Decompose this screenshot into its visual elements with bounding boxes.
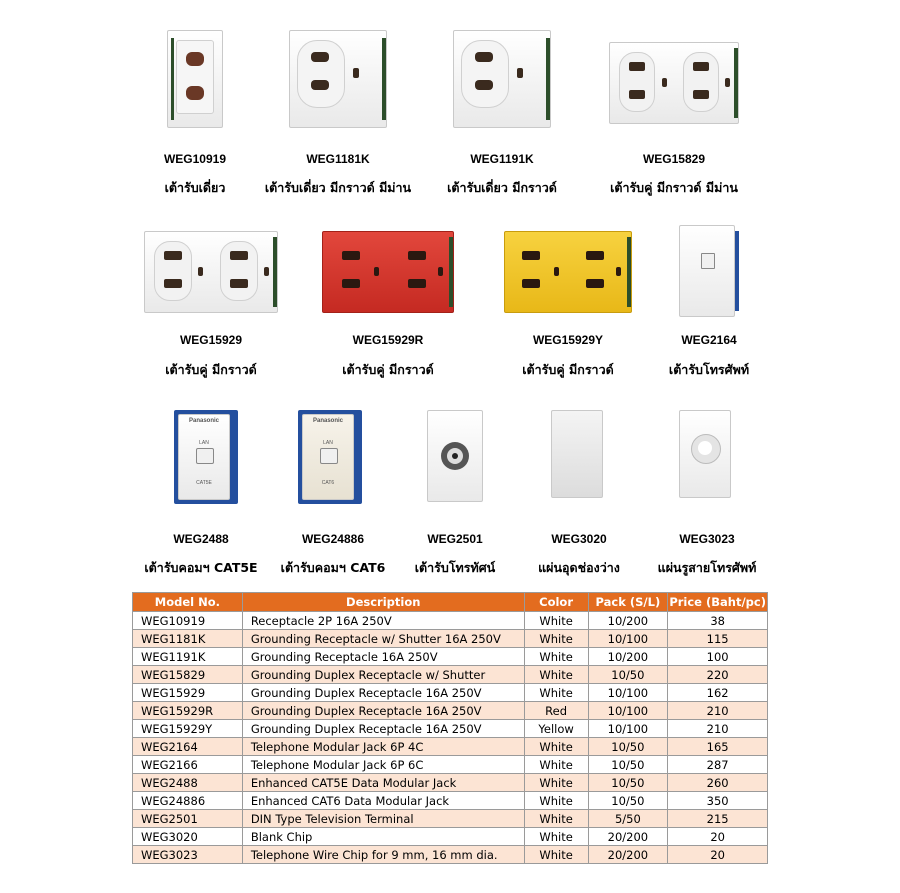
table-row (133, 648, 768, 666)
cell-price: 210 (668, 720, 768, 738)
grounding-receptacle-image (453, 30, 551, 128)
cell-pack: 20/200 (588, 828, 668, 846)
product-code: WEG2164 (681, 333, 737, 347)
table-row (133, 756, 768, 774)
table-row (133, 738, 768, 756)
product-code: WEG15929 (179, 333, 243, 347)
cell-description: Grounding Receptacle 16A 250V (242, 648, 524, 666)
category-label: CAT5E (196, 480, 212, 486)
table-row (133, 828, 768, 846)
cell-description: DIN Type Television Terminal (242, 810, 524, 828)
cell-color: White (524, 648, 588, 666)
product-weg2488 (146, 410, 256, 580)
telephone-jack-image (679, 225, 739, 317)
table-row (133, 720, 768, 738)
cell-description: Grounding Duplex Receptacle 16A 250V (242, 684, 524, 702)
cell-pack: 10/100 (588, 702, 668, 720)
product-weg1191k (432, 30, 572, 200)
cell-pack: 10/50 (588, 666, 668, 684)
product-desc: แผ่นอุดช่องว่าง (538, 560, 620, 575)
cell-pack: 10/100 (588, 630, 668, 648)
product-desc: เต้ารับคู่ มีกราวด์ (165, 362, 257, 377)
cell-model: WEG15829 (133, 666, 243, 684)
product-code: WEG1191K (470, 152, 534, 166)
blank-chip-image (551, 410, 607, 502)
product-code: WEG10919 (163, 152, 227, 166)
cell-color: White (524, 684, 588, 702)
tv-terminal-image (427, 410, 483, 502)
cell-color: White (524, 630, 588, 648)
product-desc: เต้ารับเดี่ยว (164, 180, 226, 195)
cell-pack: 5/50 (588, 810, 668, 828)
duplex-receptacle-yellow-image (504, 231, 632, 313)
product-weg24886 (278, 410, 388, 580)
product-code: WEG3023 (679, 532, 735, 546)
product-desc: เต้ารับเดี่ยว มีกราวด์ (447, 180, 557, 195)
product-desc: เต้ารับคอมฯ CAT5E (144, 560, 258, 575)
cell-model: WEG2164 (133, 738, 243, 756)
product-code: WEG15929R (352, 333, 424, 347)
cell-price: 350 (668, 792, 768, 810)
cell-price: 165 (668, 738, 768, 756)
product-weg15929r (318, 225, 458, 385)
product-code: WEG24886 (301, 532, 365, 546)
product-weg15929y (498, 225, 638, 385)
cell-description: Grounding Duplex Receptacle w/ Shutter (242, 666, 524, 684)
cell-model: WEG2166 (133, 756, 243, 774)
cell-description: Telephone Modular Jack 6P 6C (242, 756, 524, 774)
cell-price: 20 (668, 846, 768, 864)
product-desc: เต้ารับคู่ มีกราวด์ (522, 362, 614, 377)
duplex-receptacle-shutter-image (609, 42, 739, 124)
cell-model: WEG15929 (133, 684, 243, 702)
product-code: WEG3020 (551, 532, 607, 546)
cell-color: White (524, 810, 588, 828)
cell-pack: 10/50 (588, 792, 668, 810)
product-weg2164 (664, 225, 754, 385)
price-table (132, 592, 768, 864)
cell-pack: 10/50 (588, 738, 668, 756)
cell-model: WEG1191K (133, 648, 243, 666)
port-label: LAN (199, 440, 209, 446)
cell-color: White (524, 846, 588, 864)
cell-price: 260 (668, 774, 768, 792)
product-weg10919 (140, 30, 250, 200)
cat5e-jack-image (174, 410, 238, 504)
cell-description: Telephone Modular Jack 6P 4C (242, 738, 524, 756)
cell-pack: 10/200 (588, 648, 668, 666)
cell-color: White (524, 738, 588, 756)
duplex-receptacle-image (144, 231, 278, 313)
cell-pack: 10/100 (588, 684, 668, 702)
table-row (133, 702, 768, 720)
cell-pack: 10/100 (588, 720, 668, 738)
product-desc: เต้ารับโทรทัศน์ (414, 560, 496, 575)
cell-description: Grounding Duplex Receptacle 16A 250V (242, 702, 524, 720)
product-desc: แผ่นรูสายโทรศัพท์ (657, 560, 757, 575)
cell-description: Enhanced CAT5E Data Modular Jack (242, 774, 524, 792)
product-desc: เต้ารับโทรศัพท์ (668, 362, 750, 377)
cell-price: 115 (668, 630, 768, 648)
cell-price: 100 (668, 648, 768, 666)
cell-price: 215 (668, 810, 768, 828)
cell-model: WEG2488 (133, 774, 243, 792)
cell-price: 210 (668, 702, 768, 720)
product-weg15929 (136, 225, 286, 385)
single-receptacle-image (167, 30, 223, 128)
header-description: Description (242, 593, 524, 612)
cell-description: Receptacle 2P 16A 250V (242, 612, 524, 630)
cell-color: Red (524, 702, 588, 720)
product-weg15829 (598, 30, 750, 200)
cell-model: WEG3020 (133, 828, 243, 846)
cell-description: Enhanced CAT6 Data Modular Jack (242, 792, 524, 810)
brand-label: Panasonic (188, 418, 219, 424)
cell-color: White (524, 828, 588, 846)
header-pack: Pack (S/L) (588, 593, 668, 612)
cell-description: Grounding Receptacle w/ Shutter 16A 250V (242, 630, 524, 648)
table-row (133, 810, 768, 828)
cell-pack: 10/50 (588, 756, 668, 774)
cell-color: White (524, 792, 588, 810)
cell-model: WEG2501 (133, 810, 243, 828)
product-desc: เต้ารับคอมฯ CAT6 (280, 560, 386, 575)
cell-price: 220 (668, 666, 768, 684)
product-code: WEG2501 (427, 532, 483, 546)
cell-pack: 10/200 (588, 612, 668, 630)
cell-price: 38 (668, 612, 768, 630)
cell-pack: 10/50 (588, 774, 668, 792)
cell-price: 287 (668, 756, 768, 774)
cell-color: White (524, 666, 588, 684)
product-desc: เต้ารับคู่ มีกราวด์ มีม่าน (610, 180, 738, 195)
cell-color: White (524, 756, 588, 774)
table-row (133, 774, 768, 792)
product-code: WEG1181K (306, 152, 370, 166)
grounding-receptacle-shutter-image (289, 30, 387, 128)
cell-model: WEG3023 (133, 846, 243, 864)
cell-pack: 20/200 (588, 846, 668, 864)
header-price: Price (Baht/pc) (668, 593, 768, 612)
cell-model: WEG10919 (133, 612, 243, 630)
table-row (133, 612, 768, 630)
table-row (133, 846, 768, 864)
telephone-wire-chip-image (679, 410, 735, 502)
cell-description: Telephone Wire Chip for 9 mm, 16 mm dia. (242, 846, 524, 864)
cell-color: White (524, 774, 588, 792)
cell-price: 162 (668, 684, 768, 702)
cell-description: Grounding Duplex Receptacle 16A 250V (242, 720, 524, 738)
cell-model: WEG1181K (133, 630, 243, 648)
cell-description: Blank Chip (242, 828, 524, 846)
table-header-row (133, 593, 768, 612)
cell-model: WEG24886 (133, 792, 243, 810)
product-weg3020 (534, 410, 624, 580)
product-desc: เต้ารับคู่ มีกราวด์ (342, 362, 434, 377)
port-label: LAN (323, 440, 333, 446)
header-model-no: Model No. (133, 593, 243, 612)
product-code: WEG15929Y (532, 333, 604, 347)
cat6-jack-image (298, 410, 362, 504)
table-row (133, 630, 768, 648)
category-label: CAT6 (321, 480, 335, 486)
cell-price: 20 (668, 828, 768, 846)
product-code: WEG2488 (173, 532, 229, 546)
product-weg2501 (410, 410, 500, 580)
cell-model: WEG15929Y (133, 720, 243, 738)
table-row (133, 684, 768, 702)
table-row (133, 792, 768, 810)
product-weg1181k (264, 30, 412, 200)
table-row (133, 666, 768, 684)
product-code: WEG15829 (642, 152, 706, 166)
product-weg3023 (657, 410, 757, 580)
brand-label: Panasonic (312, 418, 343, 424)
product-desc: เต้ารับเดี่ยว มีกราวด์ มีม่าน (264, 180, 412, 195)
header-color: Color (524, 593, 588, 612)
duplex-receptacle-red-image (322, 231, 454, 313)
cell-color: White (524, 612, 588, 630)
cell-model: WEG15929R (133, 702, 243, 720)
cell-color: Yellow (524, 720, 588, 738)
